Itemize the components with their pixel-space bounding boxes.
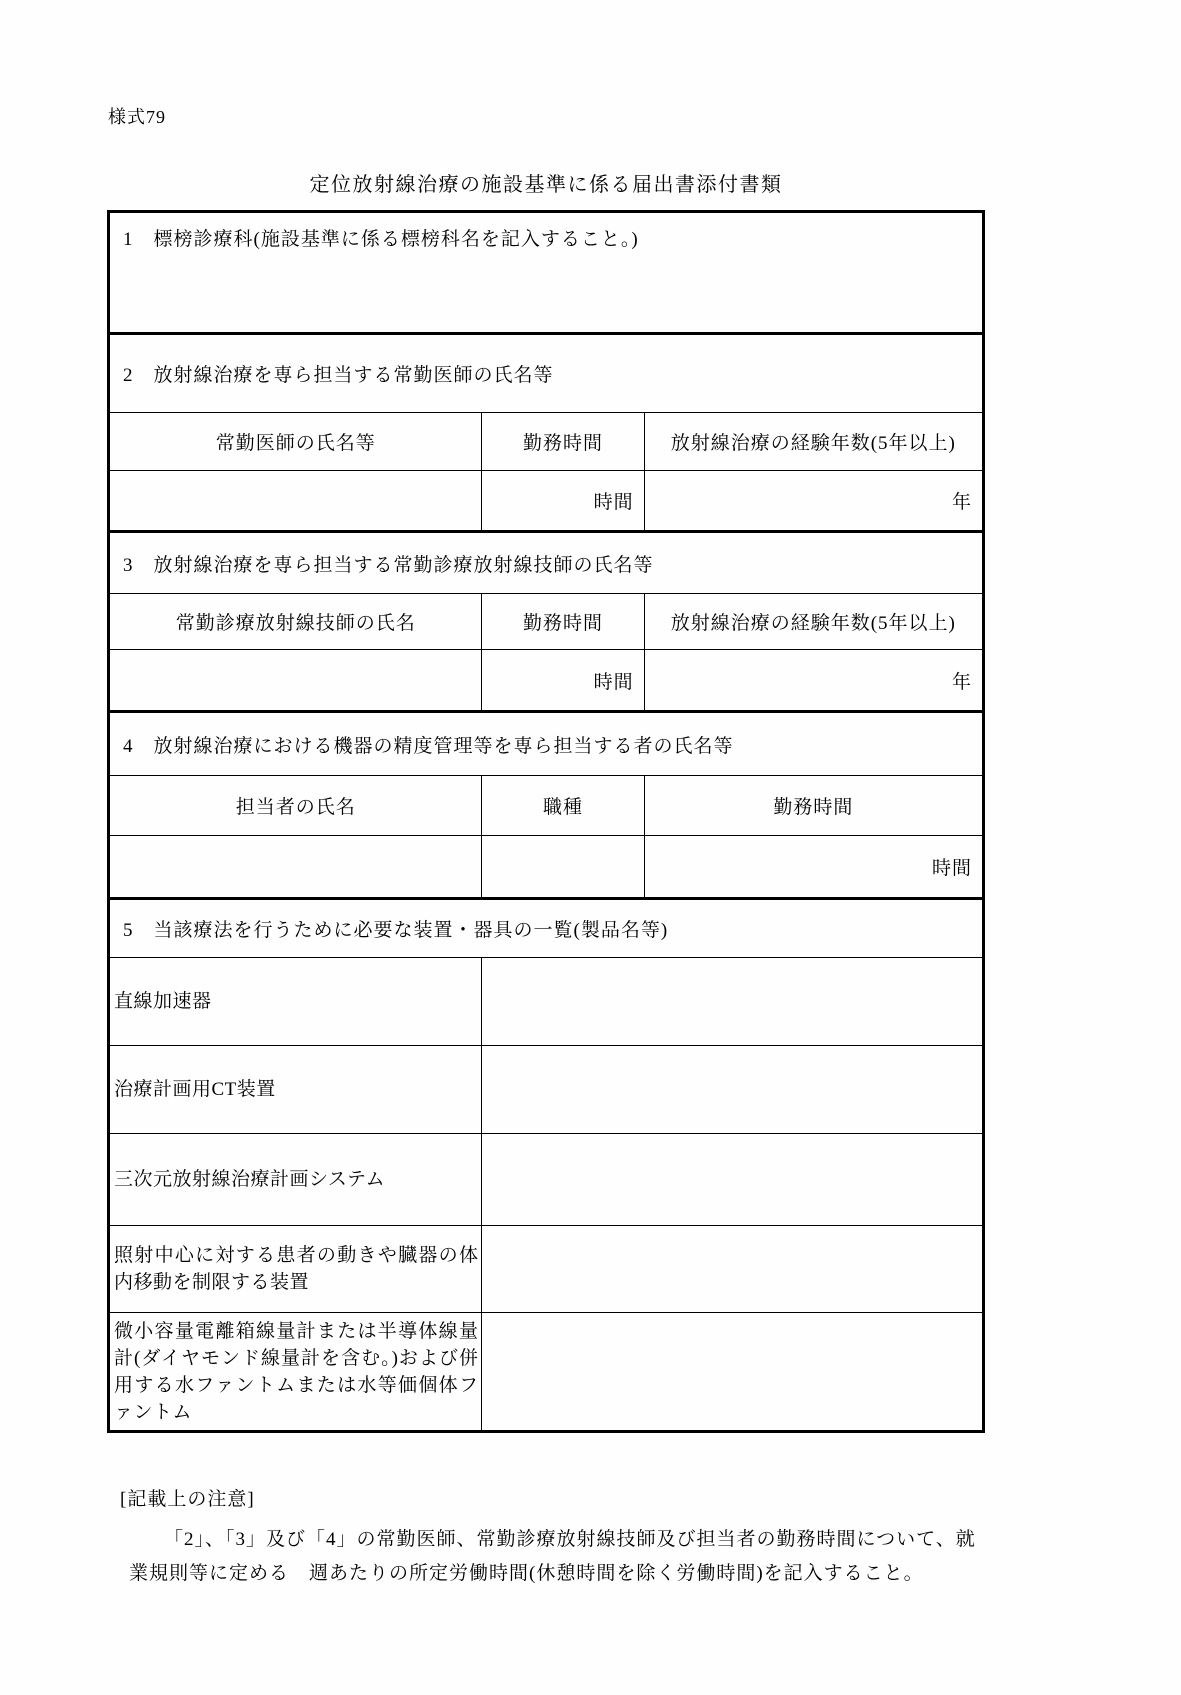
- section-3-entry-row: [110, 649, 982, 710]
- section-3-hours-unit: 時間: [593, 671, 634, 693]
- section-3-heading-row: [110, 533, 982, 593]
- section-3-years-unit: 年: [951, 671, 972, 693]
- section-2-col2-header: 勤務時間: [481, 413, 643, 470]
- section-2-heading-row: [110, 335, 982, 412]
- notes-heading: [記載上の注意]: [120, 1489, 255, 1510]
- section-5: [110, 897, 982, 1430]
- section-5-heading-row: [110, 900, 982, 957]
- section-3-col3-header: 放射線治療の経験年数(5年以上): [644, 594, 982, 649]
- section-4-hours-entry-cell: [644, 836, 982, 897]
- equipment-label-motion-restriction-device: 照射中心に対する患者の動きや臓器の体内移動を制限する装置: [114, 1245, 479, 1293]
- section-5-item-row: [110, 957, 982, 1045]
- section-3-hours-entry-cell: [481, 650, 643, 710]
- section-2-col3-header: 放射線治療の経験年数(5年以上): [644, 413, 982, 470]
- equipment-product-entry-cell: [481, 1134, 982, 1225]
- section-5-item-row: [110, 1133, 982, 1225]
- section-2-years-unit: 年: [951, 492, 972, 513]
- notes-line-1: 「2」、「3」及び「4」の常勤医師、常勤診療放射線技師及び担当者の勤務時間について、就: [164, 1529, 976, 1550]
- equipment-product-entry-cell: [481, 1226, 982, 1312]
- equipment-product-entry-cell: [481, 1046, 982, 1133]
- section-3: [110, 530, 982, 710]
- equipment-label-linear-accelerator: 直線加速器: [114, 991, 212, 1012]
- form-number: 様式79: [108, 107, 166, 127]
- equipment-product-entry-cell: [481, 958, 982, 1045]
- section-1: [110, 213, 982, 332]
- section-1-heading: 1 標榜診療科(施設基準に係る標榜科名を記入すること。): [123, 229, 639, 250]
- section-4-header-row: [110, 775, 982, 835]
- section-4-hours-unit: 時間: [931, 858, 972, 879]
- section-4-col3-header: 勤務時間: [644, 776, 982, 835]
- section-5-heading: 5 当該療法を行うために必要な装置・器具の一覧(製品名等): [123, 920, 669, 941]
- section-4-col1-header: 担当者の氏名: [235, 797, 356, 818]
- page-title: 定位放射線治療の施設基準に係る届出書添付書類: [309, 174, 783, 196]
- section-3-name-entry-cell: [110, 650, 481, 710]
- notification-form-table: [107, 210, 985, 1433]
- equipment-label-dosimeter-phantom: 微小容量電離箱線量計または半導体線量計(ダイヤモンド線量計を含む。)および併用する水ファントムまたは水等価個体ファントム: [114, 1320, 479, 1423]
- section-4-entry-row: [110, 835, 982, 897]
- section-2-header-row: [110, 412, 982, 470]
- section-2-hours-unit: 時間: [593, 492, 634, 513]
- section-5-item-row: [110, 1225, 982, 1312]
- section-5-item-row: [110, 1312, 982, 1430]
- section-4-occupation-entry-cell: [481, 836, 643, 897]
- section-3-heading: 3 放射線治療を専ら担当する常勤診療放射線技師の氏名等: [123, 554, 654, 576]
- section-4-name-entry-cell: [110, 836, 481, 897]
- notes-line-2: 業規則等に定める 週あたりの所定労働時間(休憩時間を除く労働時間)を記入すること。: [129, 1563, 924, 1584]
- section-2-col1-header: 常勤医師の氏名等: [215, 433, 376, 454]
- section-2: [110, 332, 982, 530]
- section-2-name-entry-cell: [110, 471, 481, 530]
- section-4-heading: 4 放射線治療における機器の精度管理等を専ら担当する者の氏名等: [123, 735, 734, 757]
- section-2-hours-entry-cell: [481, 471, 643, 530]
- section-4: [110, 710, 982, 897]
- section-4-heading-row: [110, 713, 982, 775]
- section-3-col1-header: 常勤診療放射線技師の氏名: [175, 613, 416, 634]
- equipment-label-3d-planning-system: 三次元放射線治療計画システム: [114, 1169, 386, 1190]
- section-3-years-entry-cell: [644, 650, 982, 710]
- section-2-heading: 2 放射線治療を専ら担当する常勤医師の氏名等: [123, 365, 554, 386]
- section-3-col2-header: 勤務時間: [481, 594, 643, 649]
- section-1-heading-cell: [110, 213, 982, 332]
- section-4-col2-header: 職種: [481, 776, 643, 835]
- section-3-header-row: [110, 593, 982, 649]
- notes-block: [107, 1484, 1047, 1585]
- equipment-label-planning-ct: 治療計画用CT装置: [114, 1079, 276, 1100]
- section-2-years-entry-cell: [644, 471, 982, 530]
- equipment-product-entry-cell: [481, 1313, 982, 1430]
- section-2-entry-row: [110, 470, 982, 530]
- section-5-item-row: [110, 1045, 982, 1133]
